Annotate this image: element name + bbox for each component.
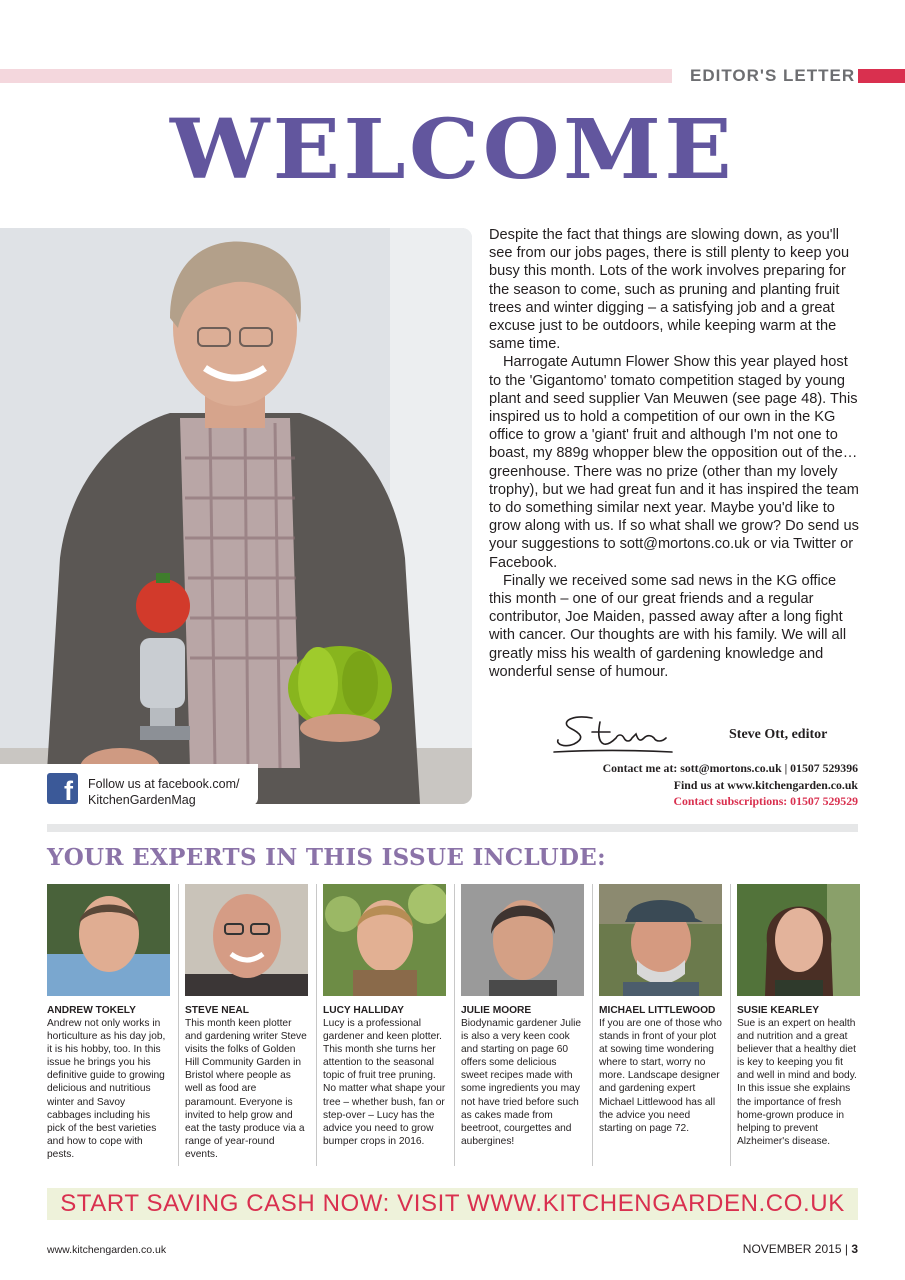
facebook-follow-text[interactable] (88, 776, 239, 808)
header-band (0, 69, 672, 83)
expert-card (737, 884, 861, 1148)
expert-card (323, 884, 447, 1148)
expert-bio: This month keen plotter and gardening writer Steve visits the folks of Golden Hill Community Garden in Bristol where people as well as food are paramount. Everyone is invited to help grow and eat the tasty produce via a range of year-round events. (185, 1018, 307, 1160)
expert-bio: Sue is an expert on health and nutrition and a great believer that a healthy diet is key to keeping you fit and well in mind and body. In this issue she explains the importance of fresh home-grown produce in helping to prevent Alzheimer's disease. (737, 1018, 857, 1147)
expert-bio: Biodynamic gardener Julie is also a very keen cook and starting on page 60 offers some delicious sweet recipes made with some ingredients you may not have tried before such as cakes made from beetroot, courgettes and aubergines! (461, 1018, 582, 1147)
contact-email-phone[interactable]: Contact me at: sott@mortons.co.uk | 01507 529396 (602, 761, 858, 775)
expert-photo (599, 884, 722, 996)
editor-photo (0, 228, 472, 804)
expert-card (599, 884, 723, 1135)
section-label: EDITOR'S LETTER (690, 66, 856, 85)
expert-bio: If you are one of those who stands in front of your plot at sowing time wondering where to start, worry no more. Landscape designer and gardening expert Michael Littlewood has all the advice you need starting on page 72. (599, 1018, 722, 1134)
facebook-icon[interactable]: f (47, 773, 78, 804)
expert-photo (461, 884, 584, 996)
expert-name: STEVE NEAL (185, 1005, 249, 1016)
expert-card (185, 884, 309, 1161)
letter-paragraph: Harrogate Autumn Flower Show this year played host to the 'Gigantomo' tomato competition staged by young plant and seed supplier Van Meuwen (see page 48). This inspired us to hold a competition of our own in the KG office to grow a 'giant' fruit and although I'm not one to boast, my 889g whopper blew the opposition out of the… greenhouse. There was no prize (other than my lovely trophy), but we had great fun and it has inspired the team to do something similar next year. Maybe you'd like to grow along with us. If so what shall we grow? Do send us your suggestions to sott@mortons.co.uk or via Twitter or Facebook. (489, 354, 859, 571)
expert-photo (323, 884, 446, 996)
expert-name: SUSIE KEARLEY (737, 1005, 820, 1016)
expert-photo (185, 884, 308, 996)
expert-name: MICHAEL LITTLEWOOD (599, 1005, 716, 1016)
footer-website[interactable]: www.kitchengarden.co.uk (47, 1244, 167, 1256)
experts-heading: YOUR EXPERTS IN THIS ISSUE INCLUDE: (47, 844, 606, 871)
expert-bio: Andrew not only works in horticulture as his day job, it is his hobby, too. In this issue he brings you his definitive guide to growing delicious and nutritious winter and Savoy cabbages including his pick of the best varieties and how to cope with pests. (47, 1018, 166, 1160)
handwritten-signature (552, 708, 722, 756)
header-accent-bar (858, 69, 905, 83)
section-divider (47, 824, 858, 832)
column-divider (454, 884, 455, 1166)
contact-website[interactable]: Find us at www.kitchengarden.co.uk (673, 778, 858, 792)
editor-letter-body (489, 226, 859, 681)
expert-photo (47, 884, 170, 996)
column-divider (178, 884, 179, 1166)
column-divider (592, 884, 593, 1166)
footer-issue-page (690, 1242, 858, 1256)
page-title: WELCOME (169, 102, 736, 198)
letter-paragraph: Finally we received some sad news in the KG office this month – one of our great friends and a regular contributor, Joe Maiden, passed away after a long fight with cancer. Our thoughts are with his family. We will all greatly miss his wealth of gardening knowledge and wonderful sense of humour. (489, 572, 847, 680)
expert-bio: Lucy is a professional gardener and keen plotter. This month she turns her attention to the seasonal topic of fruit tree pruning. No matter what shape your tree – whether bush, fan or step-over – Lucy has the advice you need to grow bumper crops in 2016. (323, 1018, 446, 1147)
issue-date: NOVEMBER 2015 (742, 1242, 842, 1256)
expert-card (47, 884, 171, 1161)
signature-name: Steve Ott, editor (729, 727, 828, 742)
expert-card (461, 884, 585, 1148)
column-divider (316, 884, 317, 1166)
footer-separator: | (844, 1242, 848, 1256)
expert-name: ANDREW TOKELY (47, 1005, 136, 1016)
expert-name: JULIE MOORE (461, 1005, 532, 1016)
subscribe-banner[interactable]: START SAVING CASH NOW: VISIT WWW.KITCHENGARDEN.CO.UK (47, 1188, 858, 1220)
page-number: 3 (851, 1242, 858, 1256)
letter-paragraph: Despite the fact that things are slowing down, as you'll see from our jobs pages, there is still plenty to keep you busy this month. Lots of the work involves preparing for the season to come, such as pruning and planting fruit trees and winter digging – a satisfying job and a great excuse just to be outdoors, while keeping warm at the same time. (489, 227, 850, 353)
contact-subscriptions[interactable]: Contact subscriptions: 01507 529529 (673, 794, 858, 808)
column-divider (730, 884, 731, 1166)
facebook-line-2: KitchenGardenMag (88, 793, 196, 807)
expert-name: LUCY HALLIDAY (323, 1005, 404, 1016)
facebook-line-1: Follow us at facebook.com/ (88, 777, 240, 791)
expert-photo (737, 884, 860, 996)
